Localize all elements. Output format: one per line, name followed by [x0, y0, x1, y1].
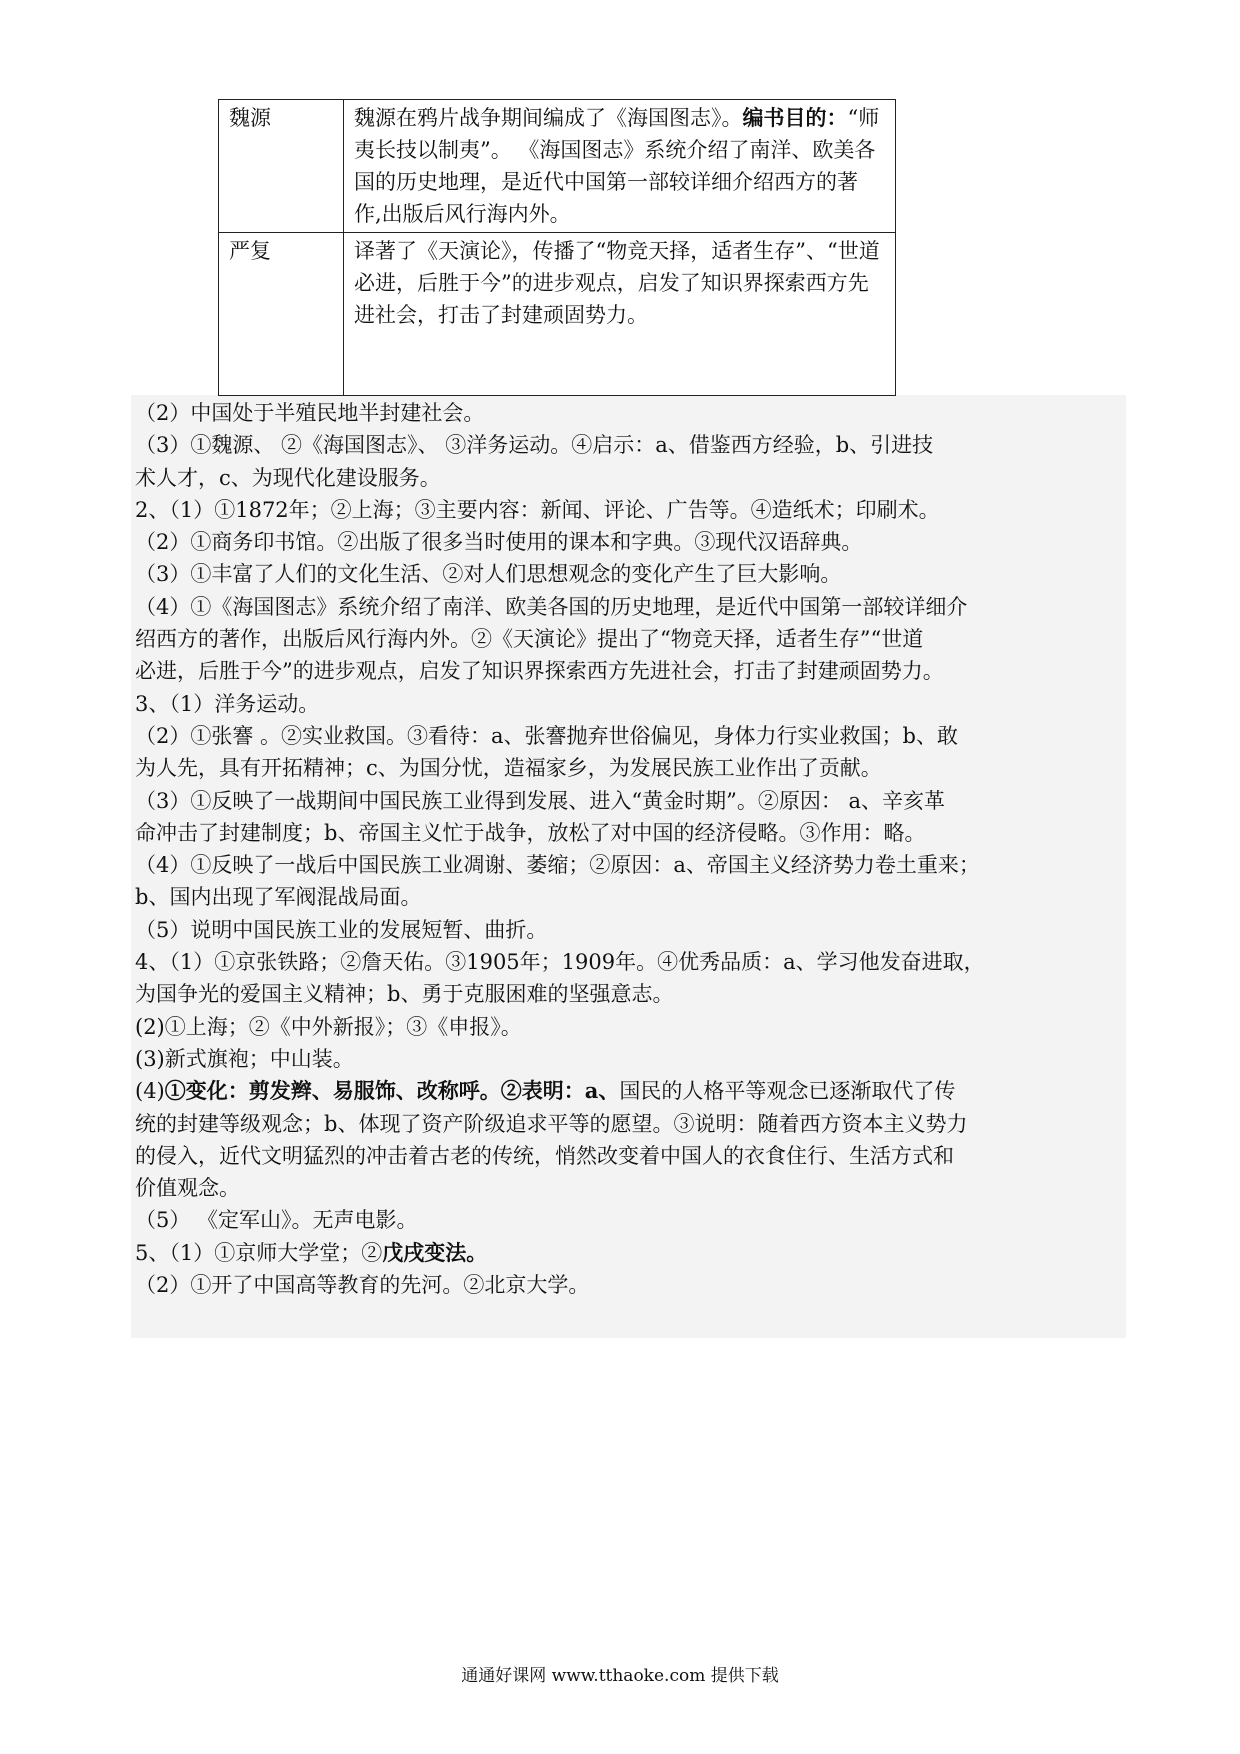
- person-name: 严复: [219, 233, 344, 396]
- text-line: 术人才，c、为现代化建设服务。: [135, 465, 441, 490]
- person-description: 魏源在鸦片战争期间编成了《海国图志》。编书目的：“师夷长技以制夷”。 《海国图志》系统介绍了南洋、欧美各国的历史地理，是近代中国第一部较详细介绍西方的著作,出版后风行海内外。: [344, 100, 896, 233]
- text-line: （4）①《海国图志》系统介绍了南洋、欧美各国的历史地理，是近代中国第一部较详细介: [135, 594, 968, 619]
- text-line: 为国争光的爱国主义精神；b、勇于克服困难的坚强意志。: [135, 982, 674, 1007]
- text-line: 命冲击了封建制度；b、帝国主义忙于战争，放松了对中国的经济侵略。③作用：略。: [135, 820, 926, 845]
- text-line: （2）中国处于半殖民地半封建社会。: [135, 401, 485, 425]
- table-row: [219, 100, 896, 233]
- text-line: b、国内出现了军阀混战局面。: [135, 885, 422, 910]
- text-line: （3）①魏源、 ②《海国图志》、 ③洋务运动。④启示：a、借鉴西方经验，b、引进技: [135, 433, 934, 458]
- page-footer: 通通好课网 www.tthaoke.com 提供下载: [461, 1666, 779, 1686]
- text-line: 3、（1）洋务运动。: [135, 691, 320, 716]
- text-line: （5） 《定军山》。无声电影。: [135, 1208, 418, 1233]
- text-line: 2、（1）①1872年；②上海；③主要内容：新闻、评论、广告等。④造纸术；印刷术。: [135, 497, 940, 522]
- text-line: 绍西方的著作，出版后风行海内外。②《天演论》提出了“物竞天择，适者生存”“世道: [135, 627, 924, 652]
- text-line: （2）①开了中国高等教育的先河。②北京大学。: [135, 1273, 590, 1298]
- text-line: （3）①丰富了人们的文化生活、②对人们思想观念的变化产生了巨大影响。: [135, 562, 842, 587]
- table-row: [219, 233, 896, 396]
- reformers-table: [218, 99, 896, 396]
- text-line: （2）①张謇 。②实业救国。③看待：a、张謇抛弃世俗偏见，身体力行实业救国；b、敢: [135, 723, 958, 748]
- text-line: 的侵入，近代文明猛烈的冲击着古老的传统，悄然改变着中国人的衣食住行、生活方式和: [135, 1143, 954, 1168]
- text-line-mixed: (4)①变化：剪发辫、易服饰、改称呼。②表明：a、国民的人格平等观念已逐渐取代了传: [135, 1078, 956, 1104]
- text-line: 必进，后胜于今”的进步观点，启发了知识界探索西方先进社会，打击了封建顽固势力。: [135, 659, 944, 684]
- text-line: （5）说明中国民族工业的发展短暂、曲折。: [135, 917, 548, 942]
- answer-text: [135, 397, 1125, 1301]
- text-line: （2）①商务印书馆。②出版了很多当时使用的课本和字典。③现代汉语辞典。: [135, 530, 863, 555]
- text-line: 4、（1）①京张铁路；②詹天佑。③1905年；1909年。④优秀品质：a、学习他发奋进取，: [135, 950, 985, 975]
- person-description: 译著了《天演论》，传播了“物竞天择，适者生存”、“世道必进，后胜于今”的进步观点，启发了知识界探索西方先进社会，打击了封建顽固势力。: [344, 233, 896, 396]
- text-line: 统的封建等级观念；b、体现了资产阶级追求平等的愿望。③说明：随着西方资本主义势力: [135, 1111, 968, 1136]
- text-line: （3）①反映了一战期间中国民族工业得到发展、进入“黄金时期”。②原因： a、辛亥革: [135, 788, 946, 813]
- text-line: 为人先，具有开拓精神；c、为国分忧，造福家乡，为发展民族工业作出了贡献。: [135, 756, 882, 781]
- text-line: （4）①反映了一战后中国民族工业凋谢、萎缩；②原因：a、帝国主义经济势力卷土重来；: [135, 853, 980, 878]
- text-line: 价值观念。: [135, 1176, 240, 1201]
- text-line-mixed: 5、（1）①京师大学堂；②戊戌变法。: [135, 1239, 488, 1265]
- text-line: (3)新式旗袍；中山装。: [135, 1046, 354, 1071]
- text-line: (2)①上海；②《中外新报》；③《申报》。: [135, 1014, 522, 1039]
- person-name: 魏源: [219, 100, 344, 233]
